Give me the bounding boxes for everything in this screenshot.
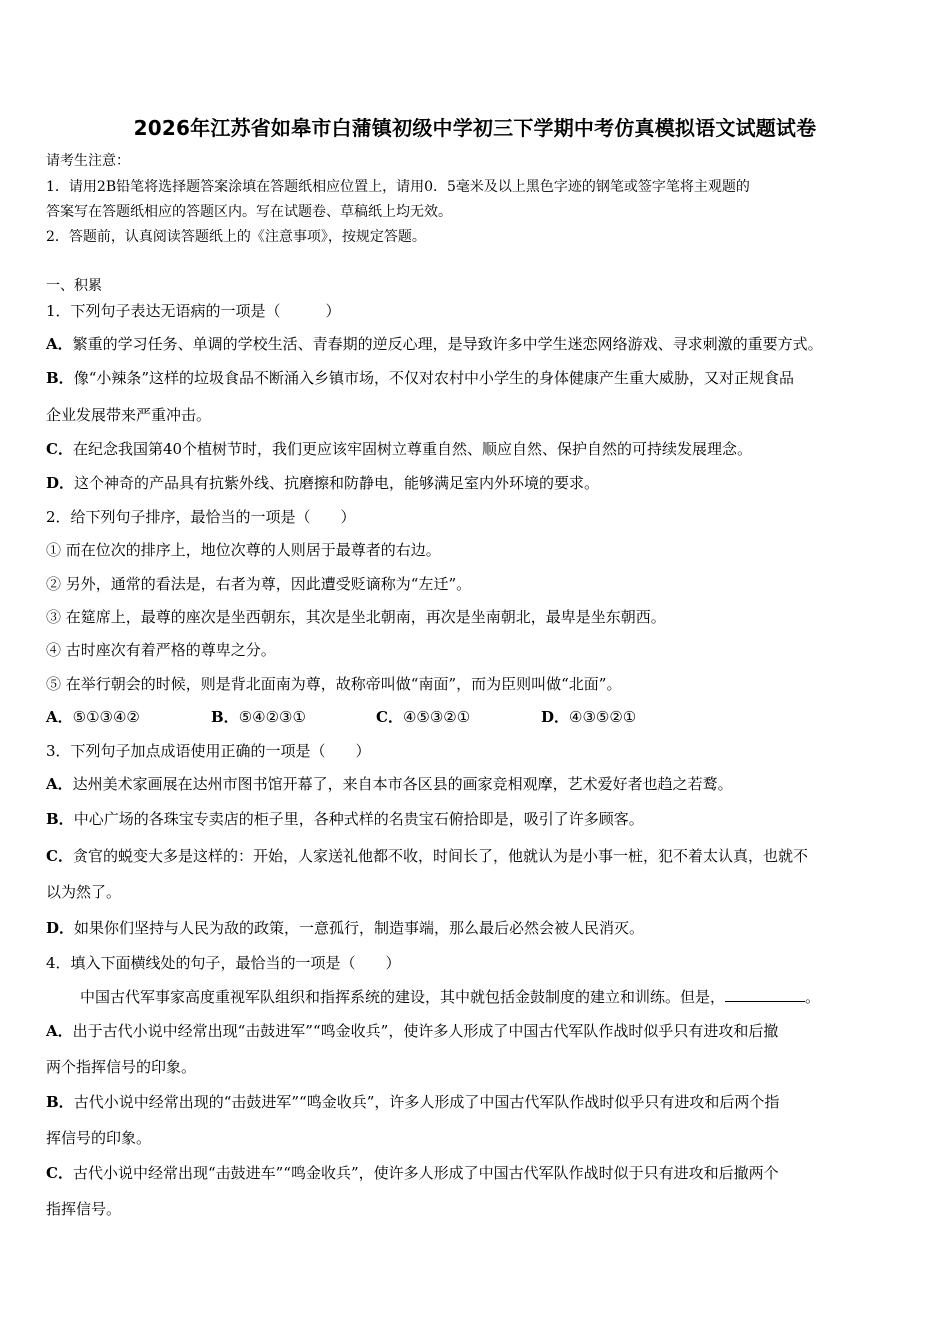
question-2-stem: 2．给下列句子排序，最恰当的一项是（ ） <box>46 508 356 526</box>
question-2-option-d <box>541 706 706 728</box>
question-2-option-c <box>376 706 541 728</box>
question-2-sentence-1: ① 而在位次的排序上，地位次尊的人则居于最尊者的右边。 <box>46 541 441 559</box>
question-3-option-b <box>46 808 906 830</box>
option-label: A． <box>46 775 73 793</box>
question-3-option-d <box>46 917 906 939</box>
question-1-option-a <box>46 333 906 355</box>
question-2-options <box>46 706 906 728</box>
question-3-option-c-cont: 以为然了。 <box>46 883 122 901</box>
option-text: 古代小说中经常出现“击鼓进车”“鸣金收兵”，使许多人形成了中国古代军队作战时似于只有进攻和后撤两个 <box>72 1164 779 1182</box>
notice-heading: 请考生注意： <box>46 153 130 169</box>
question-4-passage <box>80 986 940 1008</box>
option-text: 出于古代小说中经常出现“击鼓进军”“鸣金收兵”，使许多人形成了中国古代军队作战时似乎只有进攻和后撤 <box>72 1022 779 1040</box>
option-text: 达州美术家画展在达州市图书馆开幕了，来自本市各区县的画家竞相观摩，艺术爱好者也趋之若鹜。 <box>72 775 733 793</box>
section-heading: 一、积累 <box>46 278 102 294</box>
option-label: C． <box>376 708 403 726</box>
question-1-option-d <box>46 472 906 494</box>
question-4-option-a <box>46 1020 906 1042</box>
question-4-option-b-cont: 挥信号的印象。 <box>46 1129 152 1147</box>
option-label: B． <box>211 708 239 726</box>
question-1-option-c <box>46 438 906 460</box>
question-2-sentence-5: ⑤ 在举行朝会的时候，则是背北面南为尊，故称帝叫做“南面”，而为臣则叫做“北面”。 <box>46 675 622 693</box>
option-label: D． <box>46 474 75 492</box>
question-4-option-a-cont: 两个指挥信号的印象。 <box>46 1058 197 1076</box>
question-1-option-b <box>46 367 906 389</box>
option-text: 繁重的学习任务、单调的学校生活、青春期的逆反心理，是导致许多中学生迷恋网络游戏、寻求刺激的重要方式。 <box>72 335 823 353</box>
question-2-sentence-2: ② 另外，通常的看法是，右者为尊，因此遭受贬谪称为“左迁”。 <box>46 575 472 593</box>
question-1-option-b-cont: 企业发展带来严重冲击。 <box>46 406 212 424</box>
question-1-stem: 1．下列句子表达无语病的一项是（ ） <box>46 302 341 320</box>
option-label: C． <box>46 440 73 458</box>
option-text: 这个神奇的产品具有抗紫外线、抗磨擦和防静电，能够满足室内外环境的要求。 <box>74 474 600 492</box>
question-2-sentence-4: ④ 古时座次有着严格的尊卑之分。 <box>46 641 276 659</box>
question-4-stem: 4．填入下面横线处的句子，最恰当的一项是（ ） <box>46 954 401 972</box>
option-text: 贪官的蜕变大多是这样的：开始，人家送礼他都不收，时间长了，他就认为是小事一桩，犯不着太认真，也就不 <box>72 847 808 865</box>
option-text: 如果你们坚持与人民为敌的政策，一意孤行，制造事端，那么最后必然会被人民消灭。 <box>74 919 645 937</box>
option-text: 中心广场的各珠宝专卖店的柜子里，各种式样的名贵宝石俯拾即是，吸引了许多顾客。 <box>73 810 644 828</box>
notice-item-2: 2．答题前，认真阅读答题纸上的《注意事项》，按规定答题。 <box>46 229 426 245</box>
question-4-option-b <box>46 1091 906 1113</box>
option-label: C． <box>46 847 73 865</box>
option-text: ⑤④②③① <box>238 708 306 726</box>
question-4-option-c <box>46 1162 906 1184</box>
question-3-option-a <box>46 773 906 795</box>
option-label: D． <box>46 919 75 937</box>
option-label: A． <box>46 708 73 726</box>
option-text: ④⑤③②① <box>402 708 471 726</box>
option-label: B． <box>46 369 74 387</box>
option-label: B． <box>46 1093 74 1111</box>
option-label: A． <box>46 335 73 353</box>
passage-text: 中国古代军事家高度重视军队组织和指挥系统的建设，其中就包括金鼓制度的建立和训练。但是， <box>80 988 726 1006</box>
passage-end: 。 <box>805 988 821 1006</box>
option-text: ④③⑤②① <box>569 708 637 726</box>
option-text: 在纪念我国第40个植树节时，我们更应该牢固树立尊重自然、顺应自然、保护自然的可持续发展理念。 <box>72 440 753 458</box>
option-text: 像“小辣条”这样的垃圾食品不断涌入乡镇市场，不仅对农村中小学生的身体健康产生重大威胁，又对正规食品 <box>73 369 795 387</box>
question-3-stem: 3．下列句子加点成语使用正确的一项是（ ） <box>46 742 371 760</box>
question-4-option-c-cont: 指挥信号。 <box>46 1200 122 1218</box>
page-title: 2026年江苏省如皋市白蒲镇初级中学初三下学期中考仿真模拟语文试题试卷 <box>133 116 817 140</box>
notice-item-1-line-1: 1．请用2B铅笔将选择题答案涂填在答题纸相应位置上，请用0．5毫米及以上黑色字迹的钢笔或签字笔将主观题的 <box>46 179 750 195</box>
answer-blank <box>725 987 805 1002</box>
question-2-option-a <box>46 706 211 728</box>
question-2-option-b <box>211 706 376 728</box>
option-text: 古代小说中经常出现的“击鼓进军”“鸣金收兵”，许多人形成了中国古代军队作战时似乎只有进攻和后两个指 <box>73 1093 780 1111</box>
question-3-option-c <box>46 845 906 867</box>
option-label: B． <box>46 810 74 828</box>
option-label: D． <box>541 708 570 726</box>
option-text: ⑤①③④② <box>72 708 140 726</box>
option-label: A． <box>46 1022 73 1040</box>
question-2-sentence-3: ③ 在筵席上，最尊的座次是坐西朝东，其次是坐北朝南，再次是坐南朝北，最卑是坐东朝西。 <box>46 608 666 626</box>
notice-item-1-line-2: 答案写在答题纸相应的答题区内。写在试题卷、草稿纸上均无效。 <box>46 204 452 220</box>
option-label: C． <box>46 1164 73 1182</box>
